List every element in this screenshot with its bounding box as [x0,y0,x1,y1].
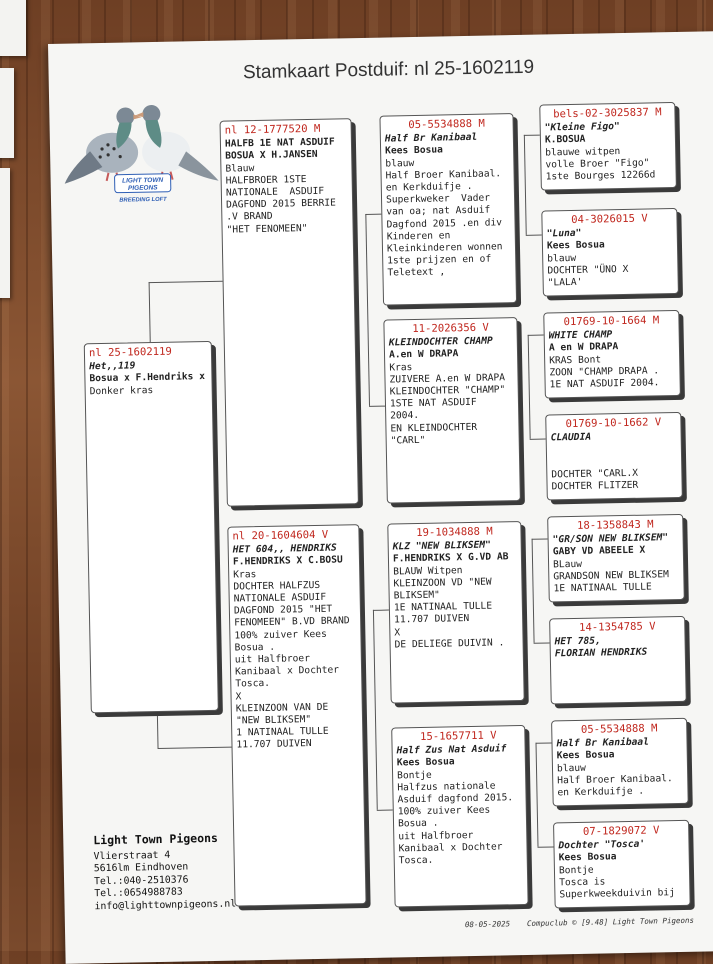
ring-number: nl 25-1602119 [88,345,172,360]
description-line: DOCHTER "ÜNO X [547,263,629,277]
connector-line [369,406,385,407]
address-email: info@lighttownpigeons.nl [94,898,237,912]
description-line: BLauw [552,558,583,571]
pigeon-card-subject [84,341,219,713]
connector-line [365,214,370,406]
description-line: Blauw [225,162,255,175]
description-line: Kleinkinderen wonnen [386,241,503,255]
breeder-line: GABY VD ABEELE X [552,545,646,558]
description-line: KLEINDOCHTER "CHAMP" [389,384,506,398]
description-line: 1E NATINAAL TULLE [553,581,652,595]
pigeon-name: Half Zus Nat Asduif [396,743,507,757]
breeder-line: A.en W DRAPA [388,348,459,361]
description-line: ZOON "CHAMP DRAPA . [549,365,660,379]
pigeon-right-icon [135,104,218,183]
pigeon-name: FLORIAN HENDRIKS [554,647,648,660]
description-line: GRANDSON NEW BLIKSEM [553,568,669,583]
description-line: .V BRAND [226,211,273,224]
description-line: uit Halfbroer [398,829,474,843]
breeder-line: Kees Bosua [396,756,455,769]
loft-name: Light Town Pigeons [93,830,219,848]
connector-line [365,214,381,215]
description-line: NATIONALE ASDUIF [225,185,325,199]
connector-line [149,282,151,342]
description-line: DE DELIEGE DUIVIN . [394,637,505,651]
breeder-line: Kees Bosua [556,749,615,762]
description-line: 2004. [390,410,420,422]
pigeon-card-mmm [553,820,691,909]
description-line: blauw [547,252,577,265]
connector-line [157,710,159,748]
description-line: volle Broer "Figo" [545,157,650,171]
page-title: Stamkaart Postduif: nl 25-1602119 [242,56,535,84]
description-line: KRAS Bont [549,354,602,367]
ring-number: 01769-10-1664 M [563,314,660,329]
ring-number: 15-1657711 V [419,729,497,743]
description-line: 100% zuiver Kees [234,628,327,642]
pigeon-name: "Kleine Figo" [544,121,620,134]
pigeon-name: Half Br Kanibaal [556,736,650,750]
description-line: "HET FENOMEEN" [226,222,308,236]
address-city: 5616lm Eindhoven [93,861,189,875]
description-line: Half Broer Kanibaal. [385,168,502,182]
ring-number: 05-5534888 M [580,722,658,736]
pigeon-name: "GR/SON NEW BLIKSEM" [552,532,669,546]
logo-text-1: LIGHT TOWN [122,176,164,185]
ring-number: bels-02-3025837 M [553,106,662,121]
breeder-line: Kees Bosua [546,239,605,252]
pigeon-name: HET 785, [554,635,601,648]
pigeon-name: CLAUDIA [550,431,592,444]
breeder-line: Kees Bosua [558,851,617,864]
description-line: 1E NAT ASDUIF 2004. [549,377,660,391]
description-line: BLAUW Witpen [393,564,463,578]
description-line: Donker kras [89,384,154,397]
pigeon-card-fm [383,317,521,504]
description-line: Tosca. [398,854,434,867]
description-line: Halfzus nationale [397,780,496,794]
pigeon-card-fmf [543,310,681,399]
connector-line [158,747,232,749]
pigeon-name: KLEINDOCHTER CHAMP [388,335,493,349]
connector-line [373,610,389,611]
pigeon-card-mff [547,514,685,603]
breeder-line: Kees Bosua [385,144,443,157]
description-line: BLIKSEM" [393,589,440,602]
connector-line [536,743,539,847]
ring-number: nl 12-1777520 M [224,122,321,137]
description-line: X [235,691,242,703]
ring-number: 01769-10-1662 V [565,416,662,431]
ring-number: 19-1034888 M [416,525,493,540]
description-line: Superkweker Vader [385,192,491,206]
description-line: Kanibaal x Dochter [234,664,340,678]
connector-line [532,539,535,643]
description-line: DAGFOND 2015 "HET [233,603,333,617]
breeder-line: BOSUA X H.JANSEN [225,149,318,163]
description-line: EN KLEINDOCHTER [390,421,478,435]
description-line: uit Halfbroer [234,653,311,666]
ring-number: 11-2026356 V [412,321,489,336]
breeder-line: HALFB 1E NAT ASDUIF [224,136,335,150]
pigeon-name: WHITE CHAMP [548,329,613,342]
loft-address [94,849,237,914]
description-line: blauw [385,157,415,170]
pigeon-card-fff [539,102,677,191]
description-line: 11.707 DUIVEN [394,613,470,626]
connector-line [536,742,552,743]
description-line: van oa; nat Asduif [386,204,491,218]
logo-text-3: BREEDING LOFT [119,196,167,204]
ring-number: 14-1354785 V [578,620,656,634]
pedigree-sheet [48,31,713,964]
pigeon-name: HET 604,, HENDRIKS [232,542,337,556]
background-paper-edge-1 [0,0,26,56]
breeder-line: K.BOSUA [544,134,586,146]
description-line: en Kerkduifje . [385,180,473,194]
description-line: Asduif dagfond 2015. [397,792,514,806]
address-phone-1: Tel.:040-2510376 [93,874,189,888]
description-line: Tosca. [235,678,271,690]
description-line: DAGFOND 2015 BERRIE [226,197,336,211]
description-line: Teletext , [387,266,446,279]
description-line: KLEINZOON VAN DE [235,701,329,715]
breeder-line: F.HENDRIKS X C.BOSU [232,554,343,568]
description-line: blauw [556,762,586,774]
connector-line [524,135,527,235]
connector-line [534,642,550,643]
connector-line [528,335,531,439]
pigeon-card-mmf [551,718,689,807]
description-line: Kinderen en [386,230,451,243]
address-phone-2: Tel.:0654988783 [94,886,183,900]
description-line: 100% zuiver Kees [397,804,491,818]
connector-line [538,846,554,847]
pigeon-name: "Luna" [546,227,582,240]
breeder-line: Bosua x F.Hendriks x [89,371,206,385]
light-town-pigeons-logo [61,89,223,207]
connector-line [149,281,223,283]
logo-text-2: PIGEONS [127,184,158,192]
description-line: 1STE NAT ASDUIF [389,397,477,410]
description-line: 1ste prijzen en of [387,253,492,267]
description-line: Bosua . [234,641,276,654]
pigeon-card-ff [379,113,517,306]
pigeon-name: Het,,119 [89,360,136,373]
ring-number: nl 20-1604604 V [232,528,329,543]
pigeon-card-mm [391,725,528,908]
connector-line [532,539,548,540]
pigeon-name: Half Br Kanibaal [384,131,478,145]
ring-number: 04-3026015 V [571,212,648,226]
pigeon-left-icon [63,107,142,183]
description-line: Dagfond 2015 .en div [386,216,503,231]
description-line: Bontje [397,769,432,782]
connector-line [526,235,542,236]
background-paper-edge-3 [0,168,10,298]
connector-line [524,135,540,136]
description-line: ZUIVERE A.en W DRAPA [389,372,506,386]
description-line: 1 NATINAAL TULLE [236,725,329,739]
pigeon-card-ffm [541,208,679,297]
description-line: DOCHTER HALFZUS [233,579,321,593]
pigeon-card-mf [387,521,524,704]
pigeon-card-mother [227,524,366,906]
pigeon-card-mfm [549,616,687,705]
description-line: Bosua . [397,818,439,830]
breeder-line: F.HENDRIKS X G.VD AB [392,551,509,565]
description-line: DOCHTER FLITZER [551,479,639,493]
description-line: HALFBROER 1STE [225,173,307,187]
description-line: X [394,626,401,639]
description-line: en Kerkduifje . [557,785,645,799]
pigeon-card-father [220,118,359,506]
pigeon-name: Dochter "Tosca' [558,838,646,852]
description-line: Tosca is [559,876,606,889]
description-line: 11.707 DUIVEN [236,738,312,751]
connector-line [377,810,393,811]
ring-number: 18-1358843 M [576,518,654,532]
description-line: Bontje [558,864,594,876]
description-line: DOCHTER "CARL.X [551,467,639,481]
description-line: "CARL" [390,434,426,447]
background-paper-edge-2 [0,68,14,158]
description-line: 1ste Bourges 12266d [545,169,656,183]
description-line: NATIONALE ASDUIF [233,591,327,605]
description-line: KLEINZOON VD "NEW [393,576,492,590]
print-date: 08-05-2025 [464,919,511,930]
ring-number: 07-1829072 V [582,824,660,838]
description-line: "LALA' [547,276,583,289]
address-street: Vlierstraat 4 [93,849,171,863]
connector-line [530,439,546,440]
description-line: Kras [389,361,413,374]
description-line: FENOMEEN" B.VD BRAND [234,615,350,629]
connector-line [373,610,378,810]
description-line: "NEW BLIKSEM" [235,714,312,727]
pigeon-card-fmm [545,412,683,501]
description-line: 1E NATINAAL TULLE [393,600,493,614]
connector-line [528,335,544,336]
ring-number: 05-5534888 M [408,117,485,132]
breeder-line: A en W DRAPA [548,341,619,354]
description-line: Superkweekduivin bij [559,887,676,901]
software-credit: Compuclub © [9.48] Light Town Pigeons [526,915,695,928]
description-line: Kras [233,568,257,581]
description-line: blauwe witpen [545,145,621,159]
description-line: Half Broer Kanibaal. [557,772,673,787]
description-line: Kanibaal x Dochter [398,841,503,855]
pigeon-name: KLZ "NEW BLIKSEM" [392,539,492,553]
